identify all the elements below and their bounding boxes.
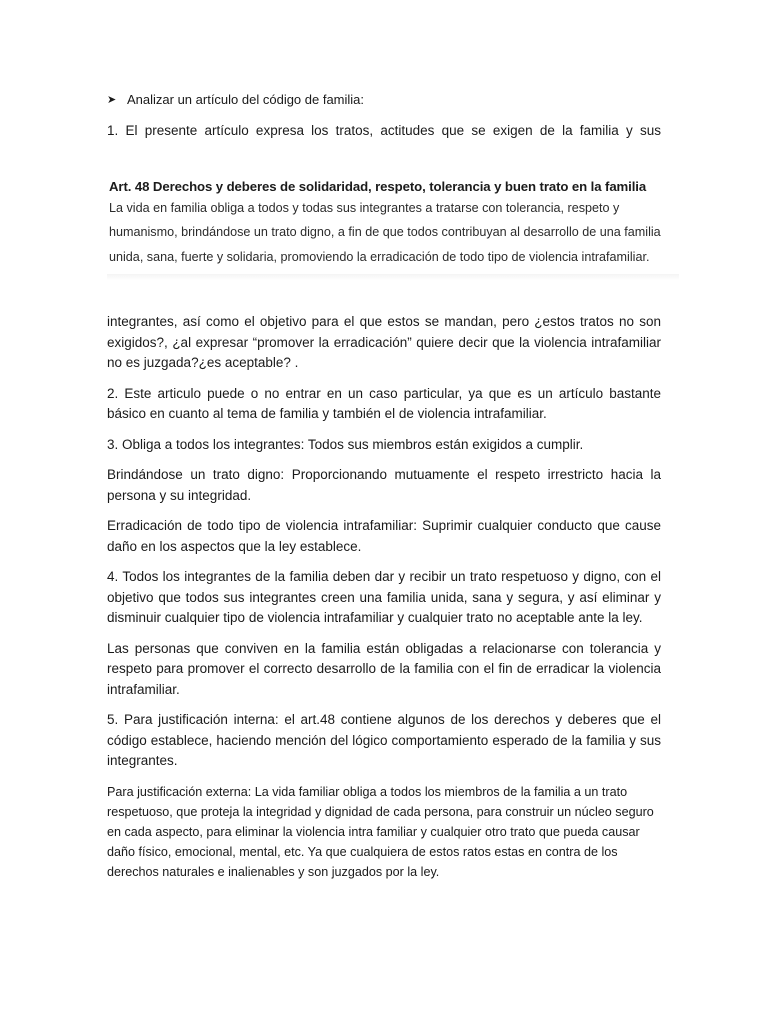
bullet-text: Analizar un artículo del código de familia:: [127, 92, 365, 107]
intro-paragraph: 1. El presente artículo expresa los tratos, actitudes que se exigen de la familia y sus: [107, 123, 661, 138]
image-bottom-edge: [107, 274, 679, 280]
article-title: Art. 48 Derechos y deberes de solidaridad, respeto, tolerancia y buen trato en la familia: [109, 179, 647, 194]
article-excerpt-image: [107, 176, 679, 280]
paragraph: Erradicación de todo tipo de violencia intrafamiliar: Suprimir cualquier conducto que cause daño en los aspectos que la ley establece.: [107, 518, 661, 554]
article-line: La vida en familia obliga a todos y todas sus integrantes a tratarse con tolerancia, respeto y: [109, 201, 620, 215]
bullet-item: [107, 92, 364, 108]
paragraph: 3. Obliga a todos los integrantes: Todos sus miembros están exigidos a cumplir.: [107, 436, 584, 452]
paragraph: 5. Para justificación interna: el art.48 contiene algunos de los derechos y deberes que el código establece, haciendo mención del lógico comportamiento esperado de la familia y sus integrantes.: [107, 712, 661, 768]
document-body: [107, 312, 661, 892]
article-line: unida, sana, fuerte y solidaria, promoviendo la erradicación de todo tipo de violencia intrafamiliar.: [109, 250, 650, 264]
article-line: humanismo, brindándose un trato digno, a fin de que todos contribuyan al desarrollo de una familia: [109, 225, 661, 239]
paragraph: 2. Este articulo puede o no entrar en un caso particular, ya que es un artículo bastante básico en cuanto al tema de familia y también el de violencia intrafamiliar.: [107, 385, 661, 421]
arrow-bullet-icon: ➤: [107, 94, 117, 106]
paragraph: Brindándose un trato digno: Proporcionando mutuamente el respeto irrestricto hacia la persona y su integridad.: [107, 467, 661, 503]
paragraph: Para justificación externa: La vida familiar obliga a todos los miembros de la familia a un trato respetuoso, que proteja la integridad y dignidad de cada persona, para construir un núcleo seguro en cada aspecto, para eliminar la violencia intra familiar y cualquier otro trato que pueda causar daño físico, emocional, mental, etc. Ya que cualquiera de estos ratos estas en contra de los derechos naturales e inalienables y son juzgados por la ley.: [107, 784, 654, 879]
paragraph: integrantes, así como el objetivo para el que estos se mandan, pero ¿estos tratos no son exigidos?, ¿al expresar “promover la erradicación” quiere decir que la violencia intrafamiliar no es juzgada?¿es aceptable? .: [107, 314, 661, 370]
paragraph: Las personas que conviven en la familia están obligadas a relacionarse con tolerancia y respeto para promover el correcto desarrollo de la familia con el fin de erradicar la violencia intrafamiliar.: [107, 640, 661, 697]
paragraph: 4. Todos los integrantes de la familia deben dar y recibir un trato respetuoso y digno, con el objetivo que todos sus integrantes creen una familia unida, sana y segura, y así eliminar y disminuir cualquier tipo de violencia intrafamiliar y cualquier trato no aceptable ante la ley.: [107, 569, 661, 625]
